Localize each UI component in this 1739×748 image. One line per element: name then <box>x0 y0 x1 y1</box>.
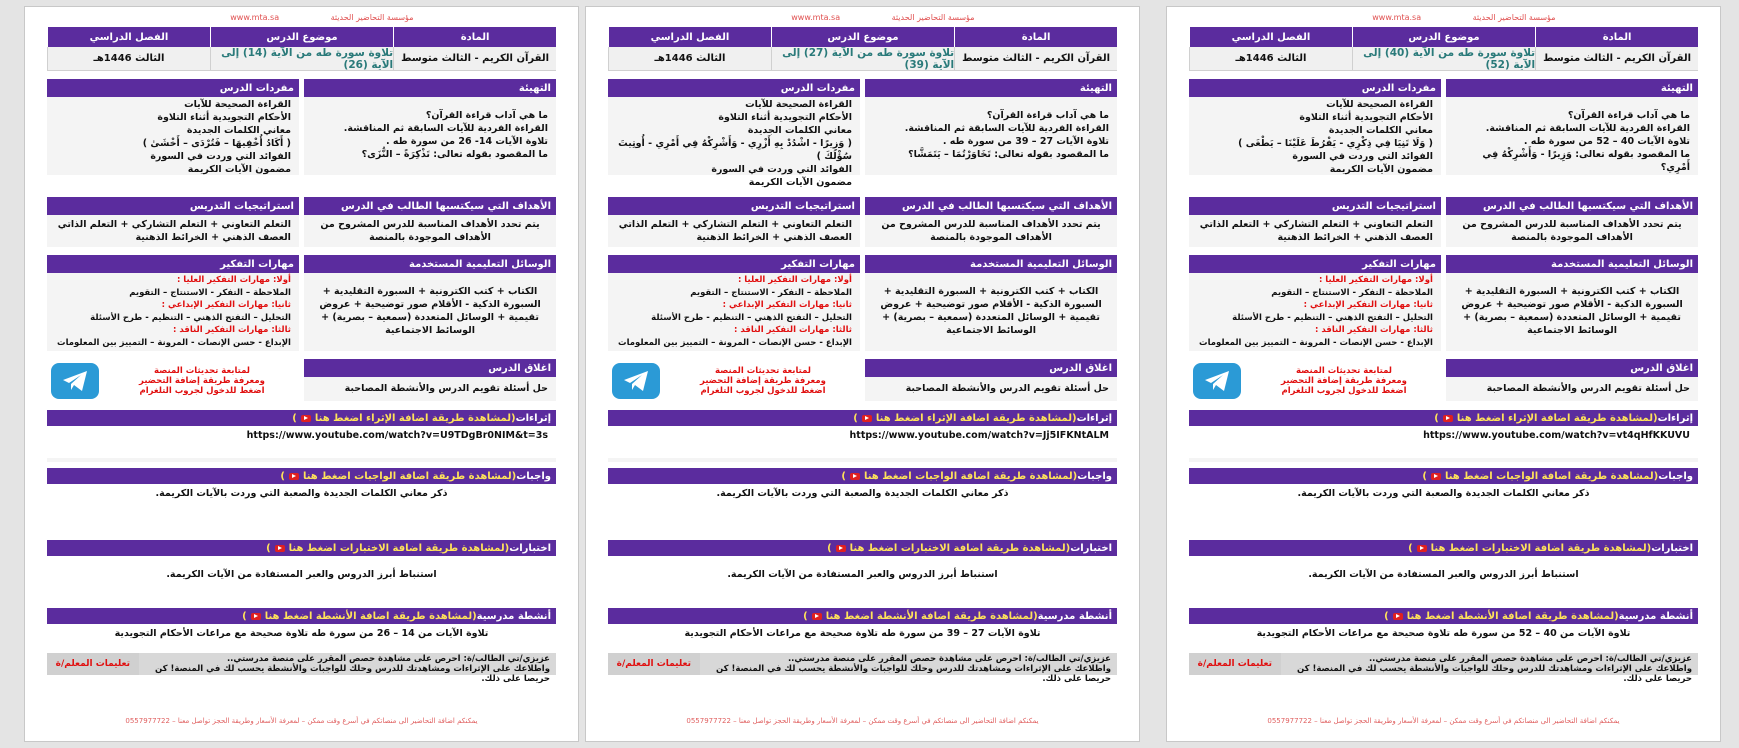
vocab-line: مضمون الآيات الكريمة <box>748 177 852 188</box>
homework-title: واجبات <box>1077 470 1112 482</box>
telegram-promo[interactable] <box>1189 359 1441 403</box>
strategies-title: استراتيجيات التدريس <box>1189 197 1441 215</box>
thinking-line: الإبداع - حسن الإنصات - المرونة – التمييز بين المعلومات <box>618 337 852 348</box>
notes-line: واطلاعك على الإثراءات ومشاهدتك للدرس وحلك للواجبات والأنشطة يحسب لك في المنصة! كن حريصا على ذلك. <box>154 664 550 684</box>
strategy-line: العصف الذهني + الخرائط الذهنية <box>696 232 852 243</box>
aids-text: الكتاب + كتب الكترونية + السبورة التقليدية + السبورة الذكية - الأقلام صور توضيحية + عروض تقيمية + الوسائل المتعددة (سمعية – بصرية) + الوسائط الاجتماعية <box>319 286 541 336</box>
footer-text: يمكنكم اضافة التحاضير الى منصاتكم في أسرع وقت ممكن – لمعرفة الأسعار وطريقة الحجز تواصل معنا – 0557977722 <box>686 717 1039 725</box>
tests-text: استنباط أبرز الدروس والعبر المستفادة من الآيات الكريمة. <box>608 556 1117 602</box>
aids-text: الكتاب + كتب الكترونية + السبورة التقليدية + السبورة الذكية - الأقلام صور توضيحية + عروض تقيمية + الوسائل المتعددة (سمعية – بصرية) + الوسائط الاجتماعية <box>880 286 1102 336</box>
enrich-title: إثراءات <box>515 412 551 424</box>
goals-text: يتم تحدد الأهداف المناسبة للدرس المشروح من الأهداف الموجودة بالمنصة <box>1462 219 1682 243</box>
term-header: الفصل الدراسي <box>608 27 771 47</box>
brand-org: مؤسسة التحاضير الحديثة <box>1472 13 1556 22</box>
vocab-line: ( أَكَادُ أُخْفِيهَا – فَتُرْدَى – أَخْشَىٰ ) <box>142 138 291 149</box>
strategies-section <box>47 197 299 247</box>
thinking-title: مهارات التفكير <box>47 255 299 273</box>
lesson-header <box>1189 27 1698 71</box>
enrich-url[interactable]: https://www.youtube.com/watch?v=Jj5IFKNtALM <box>608 426 1117 458</box>
tests-section: اختبارات (لمشاهدة طريقة اضافة الاختبارات اضغط هنا ) استنباط أبرز الدروس والعبر المستفادة من الآيات الكريمة. <box>608 540 1117 602</box>
goals-title: الأهداف التي سيكتسبها الطالب في الدرس <box>865 197 1117 215</box>
telegram-line: لمتابعة تحديثات المنصة <box>153 366 250 376</box>
notes-line: عزيزي/تي الطالب/ة: احرص على مشاهدة حصص المقرر على منصة مدرستي.. <box>1368 654 1692 664</box>
strategies-section <box>1189 197 1441 247</box>
goals-section <box>1446 197 1698 247</box>
thinking-line: التحليل – التفتح الذهني – التنظيم - طرح الأسئلة <box>651 312 852 323</box>
activities-help-link[interactable]: (لمشاهدة طريقة اضافة الأنشطة اضغط هنا <box>825 610 1038 622</box>
activities-help-link[interactable]: (لمشاهدة طريقة اضافة الأنشطة اضغط هنا <box>1406 610 1619 622</box>
closing-text: حل أسئلة تقويم الدرس والأنشطة المصاحبة <box>1446 377 1698 397</box>
tests-text: استنباط أبرز الدروس والعبر المستفادة من الآيات الكريمة. <box>47 556 556 602</box>
aids-text: الكتاب + كتب الكترونية + السبورة التقليدية + السبورة الذكية - الأقلام صور توضيحية + عروض تقيمية + الوسائل المتعددة (سمعية – بصرية) + الوسائط الاجتماعية <box>1461 286 1683 336</box>
vocab-section <box>608 79 860 188</box>
homework-text: ذكر معاني الكلمات الجديدة والصعبة التي وردت بالآيات الكريمة. <box>47 484 556 534</box>
warmup-line: القراءة الفردية للآيات السابقة ثم المناقشة. <box>1485 123 1690 134</box>
strategy-line: العصف الذهني + الخرائط الذهنية <box>1277 232 1433 243</box>
activities-section: أنشطة مدرسية (لمشاهدة طريقة اضافة الأنشطة اضغط هنا ) تلاوة الآيات من 14 – 26 من سورة طه تلاوة صحيحة مع مراعات الأحكام التجويدية <box>47 608 556 648</box>
youtube-icon[interactable] <box>862 415 872 422</box>
youtube-icon[interactable] <box>1443 415 1453 422</box>
topic-header: موضوع الدرس <box>1352 27 1535 47</box>
tests-text: استنباط أبرز الدروس والعبر المستفادة من الآيات الكريمة. <box>1189 556 1698 602</box>
enrich-section: إثراءات (لمشاهدة طريقة اضافة الإثراء اضغط هنا ) https://www.youtube.com/watch?v=vt4qHfKKUVU <box>1189 410 1698 462</box>
goals-text: يتم تحدد الأهداف المناسبة للدرس المشروح من الأهداف الموجودة بالمنصة <box>320 219 540 243</box>
activities-section: أنشطة مدرسية (لمشاهدة طريقة اضافة الأنشطة اضغط هنا ) تلاوة الآيات 27 – 39 من سورة طه تلاوة صحيحة مع مراعات الأحكام التجويدية <box>608 608 1117 648</box>
notes-line: عزيزي/تي الطالب/ة: احرص على مشاهدة حصص المقرر على منصة مدرستي.. <box>787 654 1111 664</box>
vocab-section <box>47 79 299 175</box>
youtube-icon[interactable] <box>836 545 846 552</box>
homework-section: واجبات (لمشاهدة طريقة اضافة الواجبات اضغط هنا ) ذكر معاني الكلمات الجديدة والصعبة التي وردت بالآيات الكريمة. <box>608 468 1117 534</box>
vocab-line: ( وَلَا تَنِيَا فِي ذِكْرِي - يَفْرُطَ عَلَيْنَا – يَطْغَى ) <box>1238 138 1433 149</box>
teacher-notes <box>608 653 1117 684</box>
closing-section <box>1446 359 1698 401</box>
activities-title: أنشطة مدرسية <box>1618 610 1693 622</box>
lesson-header <box>608 27 1117 71</box>
lesson-page <box>24 6 579 742</box>
tests-help-link[interactable]: (لمشاهدة طريقة اضافة الاختبارات اضغط هنا <box>1430 542 1652 554</box>
thinking-section <box>47 255 299 351</box>
term-value: الثالث 1446هـ <box>47 47 210 70</box>
warmup-line: ما هي آداب قراءة القرآن؟ <box>1567 110 1690 121</box>
vocab-line: الأحكام التجويدية أثناء التلاوة <box>1299 112 1433 123</box>
teacher-notes <box>1189 653 1698 684</box>
vocab-line: معاني الكلمات الجديدة <box>186 125 291 136</box>
term-header: الفصل الدراسي <box>1189 27 1352 47</box>
tests-section: اختبارات (لمشاهدة طريقة اضافة الاختبارات اضغط هنا ) استنباط أبرز الدروس والعبر المستفادة من الآيات الكريمة. <box>1189 540 1698 602</box>
vocab-line: ( وَزِيرًا - اشْدُدْ بِهِ أَزْرِي - وَأَشْرِكْهُ فِي أَمْرِي - أُوتِيتَ سُؤْلَكَ ) <box>618 138 852 162</box>
warmup-section <box>304 79 556 175</box>
brand-org: مؤسسة التحاضير الحديثة <box>891 13 975 22</box>
youtube-icon[interactable] <box>251 613 261 620</box>
vocab-line: الفوائد التي وردت في السورة <box>150 151 291 162</box>
telegram-line: ومعرفة طريقة إضافة التحضير <box>139 376 265 386</box>
strategy-line: التعلم التعاوني + التعلم التشاركي + التعلم الذاتي <box>57 219 291 230</box>
strategy-line: العصف الذهني + الخرائط الذهنية <box>135 232 291 243</box>
tests-help-link[interactable]: (لمشاهدة طريقة اضافة الاختبارات اضغط هنا <box>288 542 510 554</box>
thinking-heading: ثانيا: مهارات التفكير الإبداعي : <box>722 300 852 310</box>
activity-text: تلاوة الآيات من 40 – 52 من سورة طه تلاوة صحيحة مع مراعات الأحكام التجويدية <box>1189 624 1698 648</box>
warmup-line: تلاوة الآيات 27 – 39 من سورة طه . <box>942 136 1109 147</box>
youtube-icon[interactable] <box>850 473 860 480</box>
closing-section <box>304 359 556 401</box>
telegram-icon[interactable] <box>1193 363 1241 399</box>
activity-text: تلاوة الآيات 27 – 39 من سورة طه تلاوة صحيحة مع مراعات الأحكام التجويدية <box>608 624 1117 648</box>
teacher-notes <box>47 653 556 684</box>
thinking-heading: ثالثا: مهارات التفكير الناقد : <box>173 325 291 335</box>
thinking-heading: أولا: مهارات التفكير العليا : <box>176 275 291 285</box>
term-header: الفصل الدراسي <box>47 27 210 47</box>
activities-title: أنشطة مدرسية <box>476 610 551 622</box>
thinking-heading: ثانيا: مهارات التفكير الإبداعي : <box>161 300 291 310</box>
footer-text: يمكنكم اضافة التحاضير الى منصاتكم في أسرع وقت ممكن – لمعرفة الأسعار وطريقة الحجز تواصل معنا – 0557977722 <box>125 717 478 725</box>
telegram-promo[interactable] <box>608 359 860 403</box>
term-value: الثالث 1446هـ <box>608 47 771 70</box>
enrich-section: إثراءات (لمشاهدة طريقة اضافة الإثراء اضغط هنا ) https://www.youtube.com/watch?v=U9TDgBr0NIM&t=3s <box>47 410 556 462</box>
vocab-section <box>1189 79 1441 175</box>
youtube-icon[interactable] <box>812 613 822 620</box>
thinking-section <box>1189 255 1441 351</box>
youtube-icon[interactable] <box>275 545 285 552</box>
thinking-title: مهارات التفكير <box>1189 255 1441 273</box>
aids-title: الوسائل التعليمية المستخدمة <box>865 255 1117 273</box>
tests-title: اختبارات <box>1070 542 1112 554</box>
homework-text: ذكر معاني الكلمات الجديدة والصعبة التي وردت بالآيات الكريمة. <box>608 484 1117 534</box>
homework-section: واجبات (لمشاهدة طريقة اضافة الواجبات اضغط هنا ) ذكر معاني الكلمات الجديدة والصعبة التي وردت بالآيات الكريمة. <box>1189 468 1698 534</box>
warmup-line: ما المقصود بقوله تعالى: تَذْكِرَةً – النُّزَى؟ <box>361 149 548 160</box>
lesson-page <box>1166 6 1721 742</box>
aids-section <box>865 255 1117 351</box>
thinking-line: التحليل – التفتح الذهني – التنظيم - طرح الأسئلة <box>90 312 291 323</box>
warmup-line: ما المقصود بقوله تعالى: وَزِيرًا - وَأَشْرِكْهُ فِي أَمْرِي؟ <box>1482 149 1690 173</box>
thinking-line: الملاحظة – التفكر - الاستنتاج – التقويم <box>1271 287 1433 298</box>
vocab-line: الأحكام التجويدية أثناء التلاوة <box>157 112 291 123</box>
strategy-line: التعلم التعاوني + التعلم التشاركي + التعلم الذاتي <box>618 219 852 230</box>
warmup-line: القراءة الفردية للآيات السابقة ثم المناقشة. <box>904 123 1109 134</box>
tests-title: اختبارات <box>509 542 551 554</box>
homework-title: واجبات <box>516 470 551 482</box>
vocab-title: مفردات الدرس <box>47 79 299 97</box>
homework-text: ذكر معاني الكلمات الجديدة والصعبة التي وردت بالآيات الكريمة. <box>1189 484 1698 534</box>
footer-text: يمكنكم اضافة التحاضير الى منصاتكم في أسرع وقت ممكن – لمعرفة الأسعار وطريقة الحجز تواصل معنا – 0557977722 <box>1267 717 1620 725</box>
warmup-line: ما المقصود بقوله تعالى: تَخَاوَرْتُمَا – يَتَمَشَّا؟ <box>908 149 1109 160</box>
thinking-line: الإبداع - حسن الإنصات - المرونة – التمييز بين المعلومات <box>1199 337 1433 348</box>
goals-text: يتم تحدد الأهداف المناسبة للدرس المشروح من الأهداف الموجودة بالمنصة <box>881 219 1101 243</box>
aids-section <box>304 255 556 351</box>
homework-help-link[interactable]: (لمشاهدة طريقة اضافة الواجبات اضغط هنا <box>863 470 1078 482</box>
enrich-url[interactable]: https://www.youtube.com/watch?v=vt4qHfKKUVU <box>1189 426 1698 458</box>
activities-title: أنشطة مدرسية <box>1037 610 1112 622</box>
thinking-title: مهارات التفكير <box>608 255 860 273</box>
warmup-title: التهيئة <box>865 79 1117 97</box>
closing-title: اغلاق الدرس <box>1446 359 1698 377</box>
youtube-icon[interactable] <box>1431 473 1441 480</box>
tests-title: اختبارات <box>1651 542 1693 554</box>
warmup-line: ما هي آداب قراءة القرآن؟ <box>425 110 548 121</box>
subject-header: المادة <box>954 27 1117 47</box>
brand-site[interactable]: www.mta.sa <box>791 13 841 22</box>
thinking-heading: أولا: مهارات التفكير العليا : <box>1318 275 1433 285</box>
goals-title: الأهداف التي سيكتسبها الطالب في الدرس <box>1446 197 1698 215</box>
thinking-heading: أولا: مهارات التفكير العليا : <box>737 275 852 285</box>
telegram-promo[interactable] <box>47 359 299 403</box>
closing-title: اغلاق الدرس <box>304 359 556 377</box>
aids-title: الوسائل التعليمية المستخدمة <box>304 255 556 273</box>
thinking-section <box>608 255 860 351</box>
warmup-line: القراءة الفردية للآيات السابقة ثم المناقشة. <box>343 123 548 134</box>
activities-help-link[interactable]: (لمشاهدة طريقة اضافة الأنشطة اضغط هنا <box>264 610 477 622</box>
homework-section: واجبات (لمشاهدة طريقة اضافة الواجبات اضغط هنا ) ذكر معاني الكلمات الجديدة والصعبة التي وردت بالآيات الكريمة. <box>47 468 556 534</box>
vocab-line: معاني الكلمات الجديدة <box>1328 125 1433 136</box>
enrich-url[interactable]: https://www.youtube.com/watch?v=U9TDgBr0NIM&t=3s <box>47 426 556 458</box>
closing-text: حل أسئلة تقويم الدرس والأنشطة المصاحبة <box>865 377 1117 397</box>
telegram-icon[interactable] <box>612 363 660 399</box>
vocab-line: الفوائد التي وردت في السورة <box>711 164 852 175</box>
warmup-section <box>1446 79 1698 175</box>
thinking-line: الإبداع - حسن الإنصات - المرونة – التمييز بين المعلومات <box>57 337 291 348</box>
thinking-line: الملاحظة – التفكر - الاستنتاج – التقويم <box>129 287 291 298</box>
topic-header: موضوع الدرس <box>210 27 393 47</box>
telegram-line: اضغط للدخول لجروب التلغرام <box>1281 386 1407 396</box>
strategies-section <box>608 197 860 247</box>
teacher-notes-label: تعليمات المعلم/ة <box>47 653 139 675</box>
topic-value: تلاوة سورة طه من الآية (40) إلى الآية (52) <box>1352 47 1535 70</box>
telegram-line: ومعرفة طريقة إضافة التحضير <box>1281 376 1407 386</box>
telegram-line: لمتابعة تحديثات المنصة <box>714 366 811 376</box>
telegram-icon[interactable] <box>51 363 99 399</box>
topic-value: تلاوة سورة طه من الآية (14) إلى الآية (26) <box>210 47 393 70</box>
enrich-title: إثراءات <box>1076 412 1112 424</box>
strategies-title: استراتيجيات التدريس <box>608 197 860 215</box>
closing-section <box>865 359 1117 401</box>
strategies-title: استراتيجيات التدريس <box>47 197 299 215</box>
goals-title: الأهداف التي سيكتسبها الطالب في الدرس <box>304 197 556 215</box>
vocab-line: الأحكام التجويدية أثناء التلاوة <box>718 112 852 123</box>
lesson-page <box>585 6 1140 742</box>
enrich-help-link[interactable]: (لمشاهدة طريقة اضافة الإثراء اضغط هنا <box>875 412 1077 424</box>
term-value: الثالث 1446هـ <box>1189 47 1352 70</box>
tests-help-link[interactable]: (لمشاهدة طريقة اضافة الاختبارات اضغط هنا <box>849 542 1071 554</box>
tests-section: اختبارات (لمشاهدة طريقة اضافة الاختبارات اضغط هنا ) استنباط أبرز الدروس والعبر المستفادة من الآيات الكريمة. <box>47 540 556 602</box>
brand-org: مؤسسة التحاضير الحديثة <box>330 13 414 22</box>
aids-title: الوسائل التعليمية المستخدمة <box>1446 255 1698 273</box>
warmup-section <box>865 79 1117 175</box>
thinking-line: الملاحظة – التفكر - الاستنتاج – التقويم <box>690 287 852 298</box>
goals-section <box>865 197 1117 247</box>
thinking-heading: ثالثا: مهارات التفكير الناقد : <box>1315 325 1433 335</box>
thinking-heading: ثانيا: مهارات التفكير الإبداعي : <box>1303 300 1433 310</box>
vocab-line: القراءة الصحيحة للآيات <box>184 99 291 110</box>
homework-title: واجبات <box>1658 470 1693 482</box>
subject-header: المادة <box>1535 27 1698 47</box>
youtube-icon[interactable] <box>289 473 299 480</box>
enrich-help-link[interactable]: (لمشاهدة طريقة اضافة الإثراء اضغط هنا <box>314 412 516 424</box>
thinking-heading: ثالثا: مهارات التفكير الناقد : <box>734 325 852 335</box>
vocab-title: مفردات الدرس <box>1189 79 1441 97</box>
warmup-line: ما هي آداب قراءة القرآن؟ <box>986 110 1109 121</box>
brand-site[interactable]: www.mta.sa <box>1372 13 1422 22</box>
youtube-icon[interactable] <box>1393 613 1403 620</box>
aids-section <box>1446 255 1698 351</box>
homework-help-link[interactable]: (لمشاهدة طريقة اضافة الواجبات اضغط هنا <box>1444 470 1659 482</box>
subject-value: القرآن الكريم - الثالث متوسط <box>1535 47 1698 70</box>
goals-section <box>304 197 556 247</box>
warmup-line: تلاوة الآيات 14- 26 من سورة طه . <box>385 136 548 147</box>
notes-line: عزيزي/تي الطالب/ة: احرص على مشاهدة حصص المقرر على منصة مدرستي.. <box>226 654 550 664</box>
notes-line: واطلاعك على الإثراءات ومشاهدتك للدرس وحلك للواجبات والأنشطة يحسب لك في المنصة! كن حريصا على ذلك. <box>1296 664 1692 684</box>
telegram-line: اضغط للدخول لجروب التلغرام <box>700 386 826 396</box>
subject-value: القرآن الكريم - الثالث متوسط <box>393 47 556 70</box>
teacher-notes-label: تعليمات المعلم/ة <box>608 653 700 675</box>
telegram-line: اضغط للدخول لجروب التلغرام <box>139 386 265 396</box>
activity-text: تلاوة الآيات من 14 – 26 من سورة طه تلاوة صحيحة مع مراعات الأحكام التجويدية <box>47 624 556 648</box>
vocab-title: مفردات الدرس <box>608 79 860 97</box>
closing-title: اغلاق الدرس <box>865 359 1117 377</box>
activities-section: أنشطة مدرسية (لمشاهدة طريقة اضافة الأنشطة اضغط هنا ) تلاوة الآيات من 40 – 52 من سورة طه تلاوة صحيحة مع مراعات الأحكام التجويدية <box>1189 608 1698 648</box>
teacher-notes-label: تعليمات المعلم/ة <box>1189 653 1281 675</box>
vocab-line: مضمون الآيات الكريمة <box>1329 164 1433 175</box>
warmup-title: التهيئة <box>304 79 556 97</box>
vocab-line: معاني الكلمات الجديدة <box>747 125 852 136</box>
warmup-title: التهيئة <box>1446 79 1698 97</box>
vocab-line: القراءة الصحيحة للآيات <box>1326 99 1433 110</box>
youtube-icon[interactable] <box>301 415 311 422</box>
lesson-header <box>47 27 556 71</box>
telegram-line: ومعرفة طريقة إضافة التحضير <box>700 376 826 386</box>
closing-text: حل أسئلة تقويم الدرس والأنشطة المصاحبة <box>304 377 556 397</box>
enrich-section: إثراءات (لمشاهدة طريقة اضافة الإثراء اضغط هنا ) https://www.youtube.com/watch?v=Jj5IFKNtALM <box>608 410 1117 462</box>
topic-header: موضوع الدرس <box>771 27 954 47</box>
enrich-help-link[interactable]: (لمشاهدة طريقة اضافة الإثراء اضغط هنا <box>1456 412 1658 424</box>
warmup-line: تلاوة الآيات 40 – 52 من سورة طه . <box>1523 136 1690 147</box>
homework-help-link[interactable]: (لمشاهدة طريقة اضافة الواجبات اضغط هنا <box>302 470 517 482</box>
subject-header: المادة <box>393 27 556 47</box>
vocab-line: القراءة الصحيحة للآيات <box>745 99 852 110</box>
youtube-icon[interactable] <box>1417 545 1427 552</box>
thinking-line: التحليل – التفتح الذهني – التنظيم - طرح الأسئلة <box>1232 312 1433 323</box>
enrich-title: إثراءات <box>1657 412 1693 424</box>
strategy-line: التعلم التعاوني + التعلم التشاركي + التعلم الذاتي <box>1199 219 1433 230</box>
notes-line: واطلاعك على الإثراءات ومشاهدتك للدرس وحلك للواجبات والأنشطة يحسب لك في المنصة! كن حريصا على ذلك. <box>715 664 1111 684</box>
telegram-line: لمتابعة تحديثات المنصة <box>1295 366 1392 376</box>
subject-value: القرآن الكريم - الثالث متوسط <box>954 47 1117 70</box>
topic-value: تلاوة سورة طه من الآية (27) إلى الآية (39) <box>771 47 954 70</box>
brand-site[interactable]: www.mta.sa <box>230 13 280 22</box>
vocab-line: الفوائد التي وردت في السورة <box>1292 151 1433 162</box>
vocab-line: مضمون الآيات الكريمة <box>187 164 291 175</box>
